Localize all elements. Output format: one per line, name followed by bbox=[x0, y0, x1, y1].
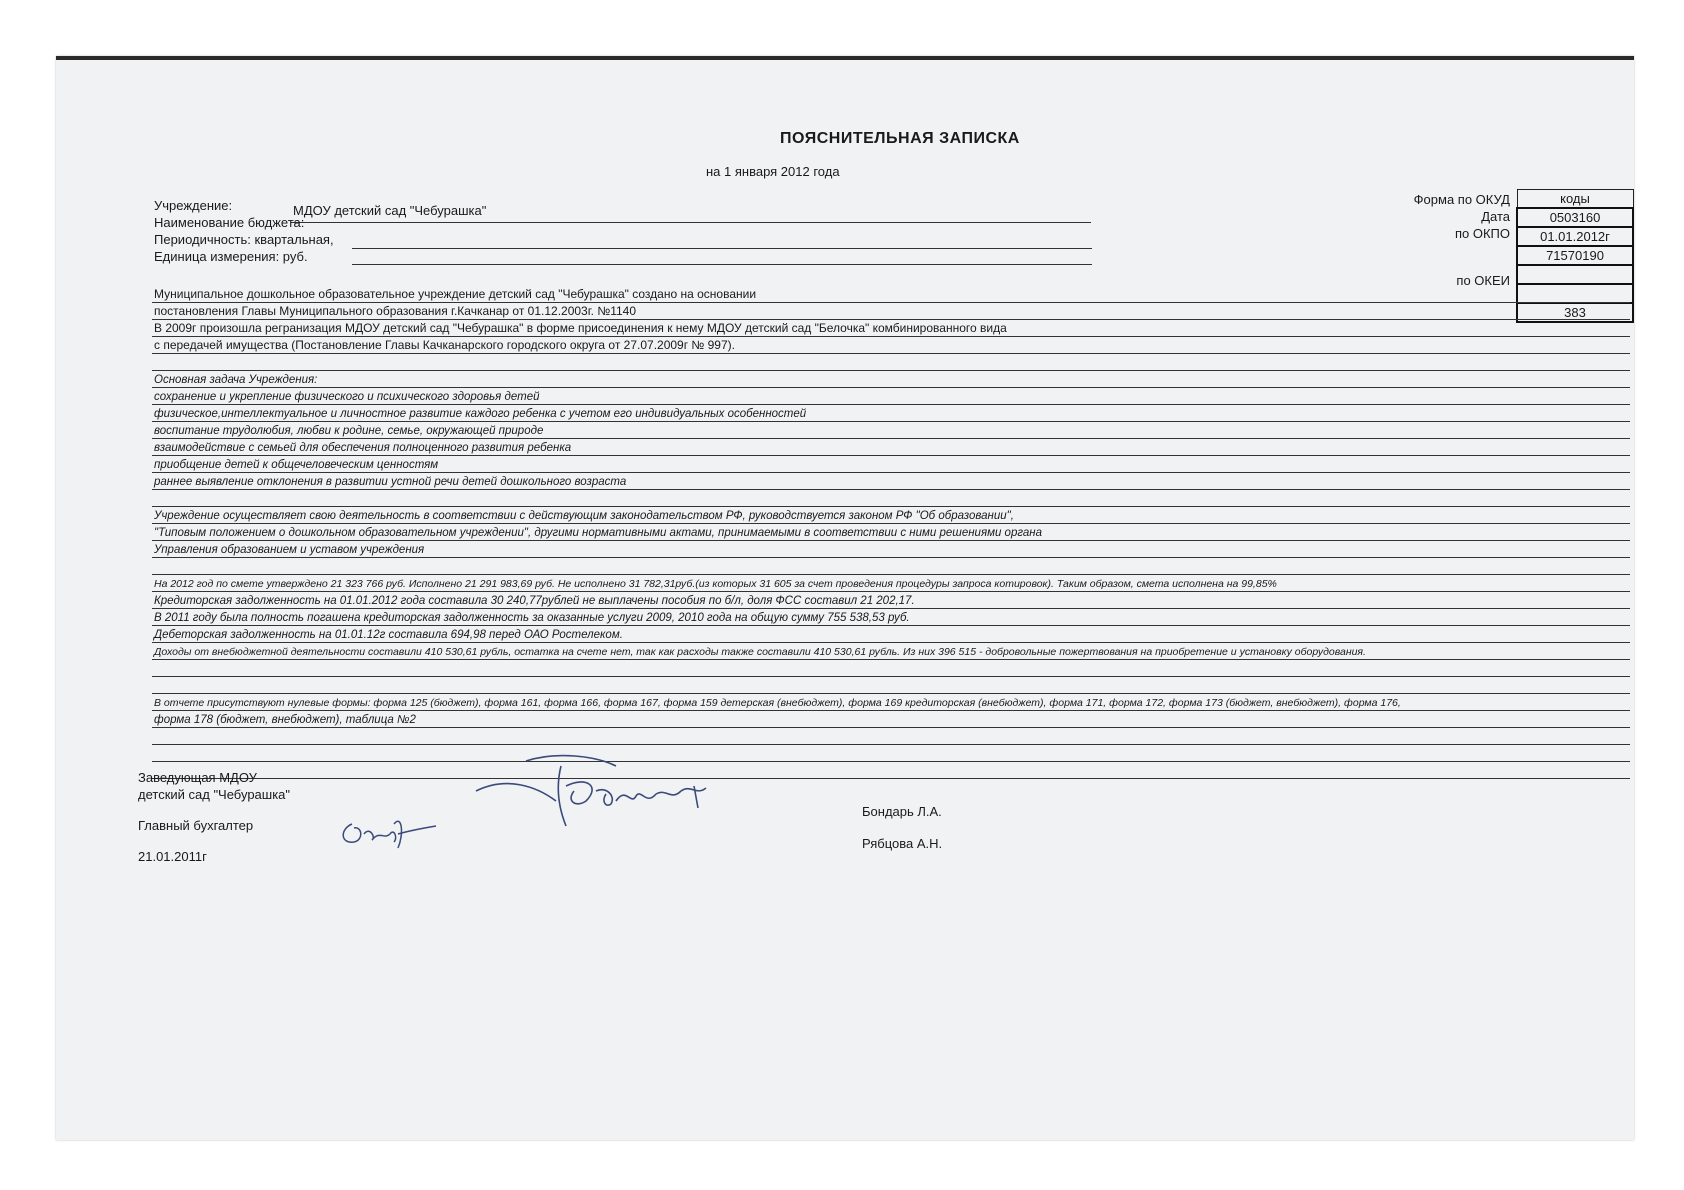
unit-underline bbox=[352, 264, 1092, 265]
accountant-title: Главный бухгалтер bbox=[138, 818, 254, 833]
codes-header: коды bbox=[1517, 190, 1633, 209]
head-name: Бондарь Л.А. bbox=[862, 804, 942, 819]
text-line: физическое,интеллектуальное и личностное развитие каждого ребенка с учетом его индивидуальных особенностей bbox=[152, 403, 1630, 422]
text-line: Кредиторская задолженность на 01.01.2012 года составила 30 240,77рублей не выплачены пособия по б/л, доля ФСС составил 21 202,17. bbox=[152, 590, 1630, 609]
date-value: 01.01.2012г bbox=[1517, 227, 1633, 246]
text-line: воспитание трудолюбия, любви к родине, семье, окружающей природе bbox=[152, 420, 1630, 439]
okpo-label: по ОКПО bbox=[1454, 226, 1510, 241]
document-sheet bbox=[56, 56, 1634, 1140]
head-title-line1: Заведующая МДОУ bbox=[138, 770, 257, 785]
accountant-signature-image bbox=[332, 804, 442, 854]
text-line: Учреждение осуществляет свою деятельность в соответствии с действующим законодательством РФ, руководствуется законом РФ "Об образовании", bbox=[152, 505, 1630, 524]
text-line: На 2012 год по смете утверждено 21 323 766 руб. Исполнено 21 291 983,69 руб. Не исполнено 31 782,31руб.(из которых 31 605 за счет проведения процедуры запроса котировок). Таким образом, смета исполнена на 99,85% bbox=[152, 573, 1630, 592]
text-line: приобщение детей к общечеловеческим ценностям bbox=[152, 454, 1630, 473]
text-line: раннее выявление отклонения в развитии устной речи детей дошкольного возраста bbox=[152, 471, 1630, 490]
text-line: Основная задача Учреждения: bbox=[152, 369, 1630, 388]
text-line: "Типовым положением о дошкольном образовательном учреждении", другими нормативными актами, принимаемыми в соответствии с ними решениями органа bbox=[152, 522, 1630, 541]
institution-value: МДОУ детский сад "Чебурашка" bbox=[293, 203, 487, 218]
text-line bbox=[152, 760, 1630, 779]
codes-empty-1 bbox=[1517, 265, 1633, 284]
head-title-line2: детский сад "Чебурашка" bbox=[138, 787, 291, 802]
text-line: Муниципальное дошкольное образовательное учреждение детский сад "Чебурашка" создано на основании bbox=[152, 284, 1630, 303]
okud-label: Форма по ОКУД bbox=[1413, 192, 1510, 207]
text-line: Управления образованием и уставом учреждения bbox=[152, 539, 1630, 558]
institution-underline bbox=[291, 222, 1091, 223]
okud-value: 0503160 bbox=[1517, 208, 1633, 227]
budget-label: Наименование бюджета: bbox=[154, 215, 305, 230]
text-line: взаимодействие с семьей для обеспечения полноценного развития ребенка bbox=[152, 437, 1630, 456]
okei-value: 383 bbox=[1517, 303, 1633, 322]
head-signature-image bbox=[466, 746, 726, 836]
unit-label: Единица измерения: руб. bbox=[154, 249, 308, 264]
text-line: форма 178 (бюджет, внебюджет), таблица №2 bbox=[152, 709, 1630, 728]
signature-date: 21.01.2011г bbox=[138, 849, 207, 864]
text-line: В 2009г произошла регранизация МДОУ детский сад "Чебурашка" в форме присоединения к нему МДОУ детский сад "Белочка" комбинированного вида bbox=[152, 318, 1630, 337]
text-line: Дебеторская задолженность на 01.01.12г составила 694,98 перед ОАО Ростелеком. bbox=[152, 624, 1630, 643]
institution-label: Учреждение: bbox=[154, 198, 233, 213]
text-line: сохранение и укрепление физического и психического здоровья детей bbox=[152, 386, 1630, 405]
accountant-name: Рябцова А.Н. bbox=[862, 836, 943, 851]
text-line: Доходы от внебюджетной деятельности составили 410 530,61 рубль, остатка на счете нет, так как расходы также составили 410 530,61 рубль. Из них 396 515 - добровольные пожертвования на приобретение и установку оборудования. bbox=[152, 641, 1630, 660]
text-line: с передачей имущества (Постановление Главы Качканарского городского округа от 27.07.2009г № 997). bbox=[152, 335, 1630, 354]
okpo-value: 71570190 bbox=[1517, 246, 1633, 265]
text-line: В отчете присутствуют нулевые формы: форма 125 (бюджет), форма 161, форма 166, форма 167, форма 159 детерская (внебюджет), форма 169 кредиторская (внебюджет), форма 171, форма 172, форма 173 (бюджет, внебюджет), форма 176, bbox=[152, 692, 1630, 711]
scan-top-edge bbox=[56, 56, 1634, 60]
date-label: Дата bbox=[1481, 209, 1510, 224]
periodicity-label: Периодичность: квартальная, bbox=[154, 232, 334, 247]
document-subtitle: на 1 января 2012 года bbox=[706, 164, 840, 179]
text-line: постановления Главы Муниципального образования г.Качканар от 01.12.2003г. №1140 bbox=[152, 301, 1630, 320]
document-title: ПОЯСНИТЕЛЬНАЯ ЗАПИСКА bbox=[780, 130, 1020, 147]
okei-label: по ОКЕИ bbox=[1456, 273, 1510, 288]
periodicity-underline bbox=[352, 248, 1092, 249]
text-line: В 2011 году была полность погашена кредиторская задолженность за оказанные услуги 2009, 2010 года на общую сумму 755 538,53 руб. bbox=[152, 607, 1630, 626]
